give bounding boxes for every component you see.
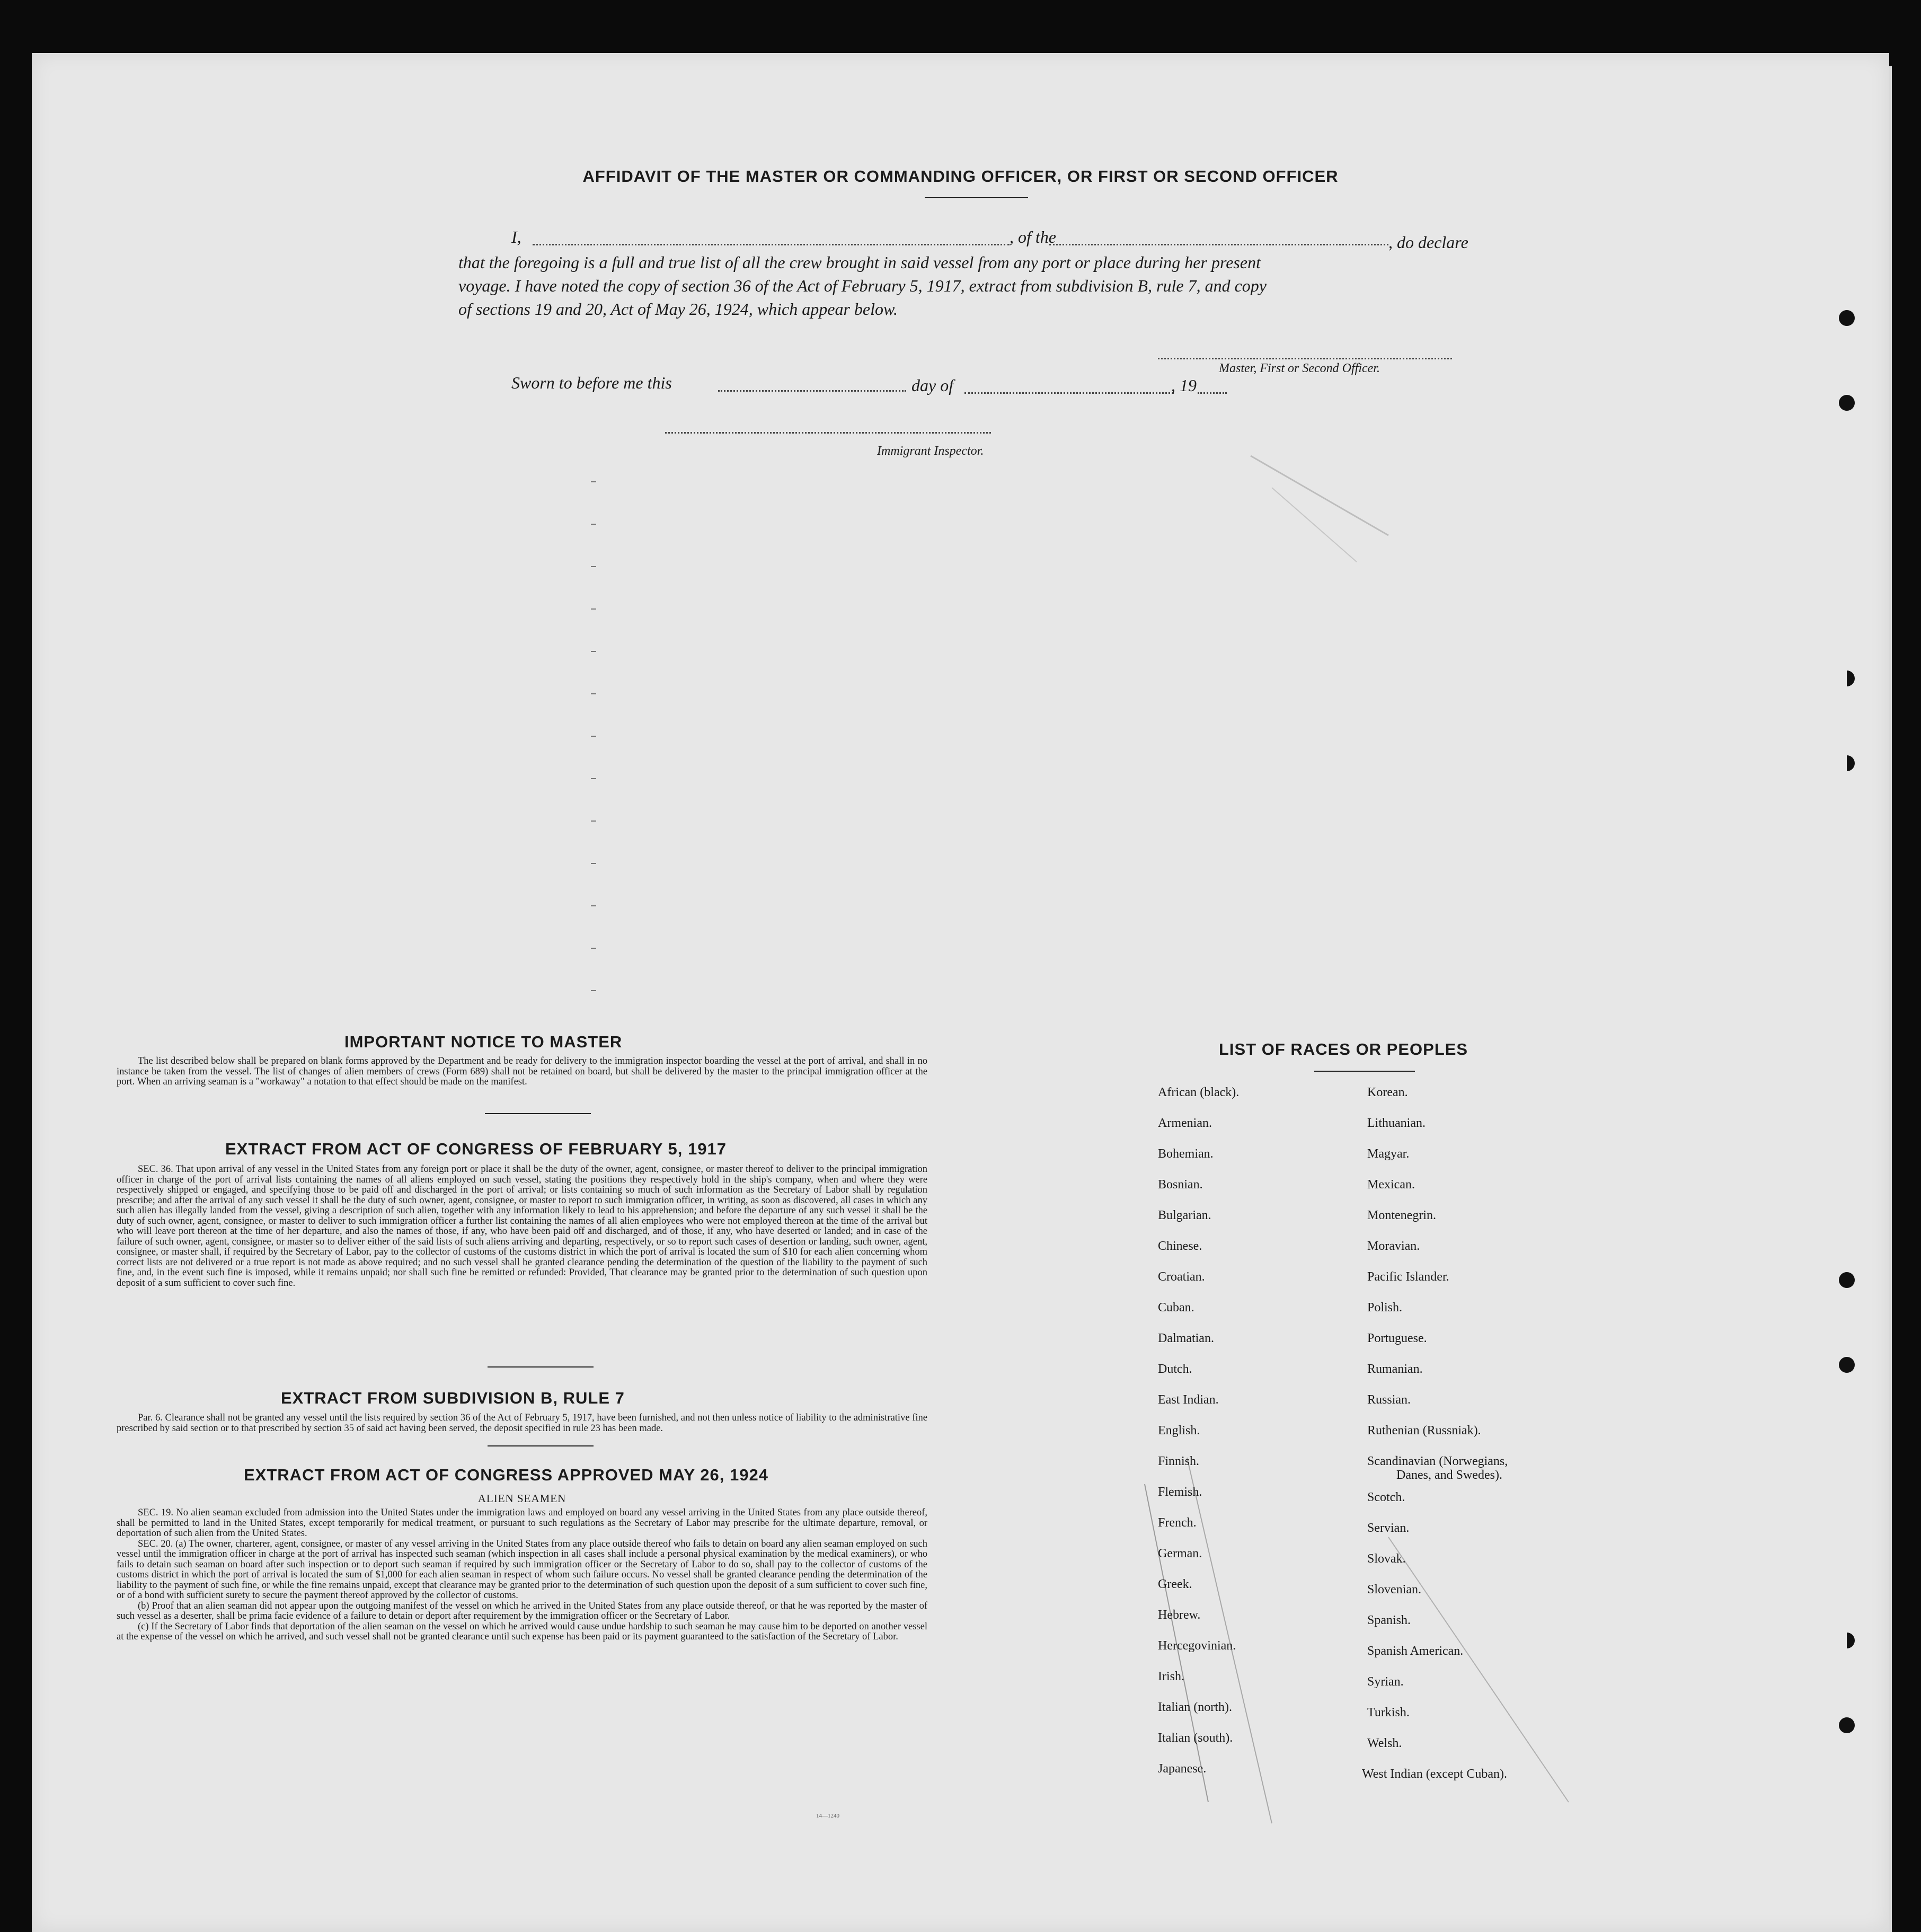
day-of-label: day of — [911, 376, 954, 395]
race-item: German. — [1158, 1547, 1202, 1560]
race-item: Italian (south). — [1158, 1731, 1233, 1745]
sworn-label: Sworn to before me this — [511, 373, 672, 392]
rule7-paragraph: Par. 6. Clearance shall not be granted any vessel until the lists required by section 36 of the Act of February 5, 1917, have been furnished, and not then unless notice of liability to the administrative fine prescribed by said section or to that prescribed by section 35 of said act having been served, the deposit specified in rule 23 has been made. — [117, 1413, 927, 1434]
extract-1924-title: EXTRACT FROM ACT OF CONGRESS APPROVED MAY 26, 1924 — [244, 1466, 768, 1484]
race-item: Cuban. — [1158, 1301, 1194, 1315]
race-item: French. — [1158, 1516, 1197, 1530]
race-item: Spanish American. — [1367, 1644, 1464, 1658]
sec20a-paragraph: SEC. 20. (a) The owner, charterer, agent, consignee, or master of any vessel arriving in the United States from any place outside thereof who fails to detain on board any alien seaman employed on such vessel until the immigration officer in charge at the port of arrival has inspected such seaman (which inspection in all cases shall include a personal physical examination by the medical examiners), or who fails to detain such seaman on board after such inspection or to deport such seaman if required by such immigration officer or the Secretary of Labor to do so, shall pay to the collector of customs of the customs district in which the port of arrival is located the sum of $1,000 for each alien seaman in respect of whom such failure occurs. No vessel shall be granted clearance pending the determination of the liability to the payment of such fine, or while the fine remains unpaid, except that clearance may be granted prior to the determination of such question upon the deposit of a sum sufficient to cover such fine, or of a bond with sufficient surety to secure the payment thereof approved by the collector of customs. — [117, 1538, 927, 1601]
alien-seamen-subtitle: ALIEN SEAMEN — [477, 1492, 566, 1505]
affidavit-line: of sections 19 and 20, Act of May 26, 1924, which appear below. — [458, 299, 898, 319]
notice-paragraph: The list described below shall be prepared on blank forms approved by the Department and be ready for delivery to the immigration inspector boarding the vessel at the port of arrival, and shall in no instance be taken from the vessel. The list of changes of alien members of crews (Form 689) shall not be retained on board, but shall be delivered by the master to the principal immigration officer at the port. When an arriving seaman is a "workaway" a notation to that effect should be made on the manifest. — [117, 1056, 927, 1087]
affidavit-line: that the foregoing is a full and true list of all the crew brought in said vessel from any port or place during her present — [458, 253, 1261, 272]
race-item: Korean. — [1367, 1086, 1408, 1099]
form-number: 14—1240 — [816, 1813, 839, 1819]
races-title: LIST OF RACES OR PEOPLES — [1219, 1040, 1468, 1058]
race-item: East Indian. — [1158, 1393, 1219, 1407]
notice-body — [117, 1056, 927, 1088]
race-item: Bosnian. — [1158, 1178, 1203, 1192]
race-item: Lithuanian. — [1367, 1116, 1426, 1130]
race-item: Armenian. — [1158, 1116, 1212, 1130]
sec20c-paragraph: (c) If the Secretary of Labor finds that deportation of the alien seaman on the vessel on which he arrived would cause undue hardship to such seaman he may cause him to be deported on another vessel at the expense of the vessel on which he arrived, and such vessel shall not be granted clearance until such expense has been paid or its payment guaranteed to the satisfaction of the Secretary of Labor. — [117, 1621, 927, 1642]
master-caption: Master, First or Second Officer. — [1219, 361, 1380, 375]
races-title-underline — [1314, 1071, 1415, 1072]
race-item: Hercegovinian. — [1158, 1639, 1236, 1653]
race-item: Portuguese. — [1367, 1331, 1427, 1345]
manifest-page — [32, 53, 1889, 1932]
extract-1917-body — [117, 1165, 927, 1289]
race-item: Ruthenian (Russniak). — [1367, 1424, 1481, 1437]
affidavit-of-the-label: , of the — [1010, 227, 1056, 246]
race-item: Finnish. — [1158, 1454, 1200, 1468]
bleed-through-marks — [32, 53, 1889, 1932]
sec19-paragraph: SEC. 19. No alien seaman excluded from admission into the United States under the immigration laws and employed on board any vessel arriving in the United States from any place outside thereof, shall be permitted to land in the United States, except temporarily for medical treatment, or pursuant to such regulations as the Secretary of Labor may prescribe for the ultimate departure, removal, or deportation of such alien from the United States. — [117, 1507, 927, 1539]
race-item: Servian. — [1367, 1521, 1410, 1535]
race-item: Turkish. — [1367, 1706, 1410, 1719]
race-item: English. — [1158, 1424, 1200, 1437]
extract-1924-body — [117, 1508, 927, 1643]
affidavit-title: AFFIDAVIT OF THE MASTER OR COMMANDING OFFICER, OR FIRST OR SECOND OFFICER — [582, 167, 1339, 186]
race-item: Syrian. — [1367, 1675, 1404, 1689]
race-item: Scandinavian (Norwegians, — [1367, 1454, 1508, 1468]
section-divider — [488, 1366, 594, 1368]
race-item: Hebrew. — [1158, 1608, 1201, 1622]
section-divider — [485, 1113, 591, 1114]
race-item: Italian (north). — [1158, 1700, 1232, 1714]
race-item: African (black). — [1158, 1086, 1240, 1099]
affidavit-line: voyage. I have noted the copy of section 36 of the Act of February 5, 1917, extract from subdivision B, rule 7, and copy — [458, 276, 1267, 295]
section-divider — [488, 1445, 594, 1446]
race-item: Irish. — [1158, 1670, 1184, 1683]
race-item: West Indian (except Cuban). — [1362, 1767, 1507, 1781]
race-item: Slovenian. — [1367, 1583, 1421, 1596]
race-item: Chinese. — [1158, 1239, 1202, 1253]
race-item: Dalmatian. — [1158, 1331, 1214, 1345]
notice-title: IMPORTANT NOTICE TO MASTER — [344, 1033, 623, 1051]
race-item: Dutch. — [1158, 1362, 1192, 1376]
year-label: , 19 — [1171, 376, 1197, 395]
affidavit-i-label: I, — [511, 227, 521, 246]
race-item: Russian. — [1367, 1393, 1411, 1407]
rule7-body — [117, 1413, 927, 1434]
race-item: Montenegrin. — [1367, 1208, 1436, 1222]
race-item: Spanish. — [1367, 1613, 1411, 1627]
race-item: Slovak. — [1367, 1552, 1406, 1566]
race-item: Polish. — [1367, 1301, 1403, 1315]
rule7-title: EXTRACT FROM SUBDIVISION B, RULE 7 — [281, 1389, 625, 1407]
race-item: Rumanian. — [1367, 1362, 1423, 1376]
race-item: Scotch. — [1367, 1490, 1405, 1504]
race-item: Pacific Islander. — [1367, 1270, 1449, 1284]
race-item: Welsh. — [1367, 1736, 1402, 1750]
race-item: Bulgarian. — [1158, 1208, 1211, 1222]
race-item: Flemish. — [1158, 1485, 1202, 1499]
race-item: Moravian. — [1367, 1239, 1420, 1253]
race-item: Bohemian. — [1158, 1147, 1214, 1161]
affidavit-declare-label: , do declare — [1388, 233, 1468, 252]
race-item: Magyar. — [1367, 1147, 1410, 1161]
race-item: Croatian. — [1158, 1270, 1205, 1284]
race-item: Greek. — [1158, 1577, 1192, 1591]
extract-1917-paragraph: SEC. 36. That upon arrival of any vessel in the United States from any foreign port or place it shall be the duty of the owner, agent, consignee, or master thereof to deliver to the principal immigration officer in charge of the port of arrival lists containing the names of all aliens employed on such vessel, stating the positions they respectively hold in the ship's company, when and where they were respectively shipped or engaged, and specifying those to be paid off and discharged in the port of arrival; or lists containing so much of such information as the Secretary of Labor shall by regulation prescribe; and after the arrival of any such vessel it shall be the duty of such owner, agent, consignee, or master to report to such immigration officer, in writing, as soon as discovered, all cases in which any such alien has illegally landed from the vessel, giving a description of such alien, together with any information likely to lead to his apprehension; and before the departure of any such vessel it shall be the duty of such owner, agent, consignee, or master to deliver to such immigration officer a further list containing the names of all alien employees who were not employed thereon at the time of the arrival but who will leave port thereon at the time of her departure, and also the names of those, if any, who have been paid off and discharged, and of those, if any, who have deserted or landed; and in case of the failure of such owner, agent, consignee, or master so to deliver either of the said lists of such aliens arriving and departing, respectively, or so to report such cases of desertion or landing, such owner, agent, consignee, or master shall, if required by the Secretary of Labor, pay to the collector of customs of the customs district in which the port of arrival is located the sum of $10 for each alien concerning whom correct lists are not delivered or a true report is not made as above required; and no such vessel shall be granted clearance pending the determination of the question of the liability to the payment of such fine, and, in the event such fine is imposed, while it remains unpaid; nor shall such fine be remitted or refunded: Provided, That clearance may be granted prior to the determination of such question upon deposit of a sum sufficient to cover such fine. — [117, 1164, 927, 1289]
race-item-continuation: Danes, and Swedes). — [1396, 1468, 1502, 1482]
race-item: Japanese. — [1158, 1762, 1207, 1776]
sec20b-paragraph: (b) Proof that an alien seaman did not appear upon the outgoing manifest of the vessel on which he arrived in the United States from any place outside thereof, or that he was reported by the master of such vessel as a deserter, shall be prima facie evidence of a failure to detain or deport after requirement by the immigration officer or the Secretary of Labor. — [117, 1600, 927, 1621]
extract-1917-title: EXTRACT FROM ACT OF CONGRESS OF FEBRUARY 5, 1917 — [225, 1140, 727, 1158]
race-item: Mexican. — [1367, 1178, 1415, 1192]
inspector-caption: Immigrant Inspector. — [877, 444, 984, 458]
